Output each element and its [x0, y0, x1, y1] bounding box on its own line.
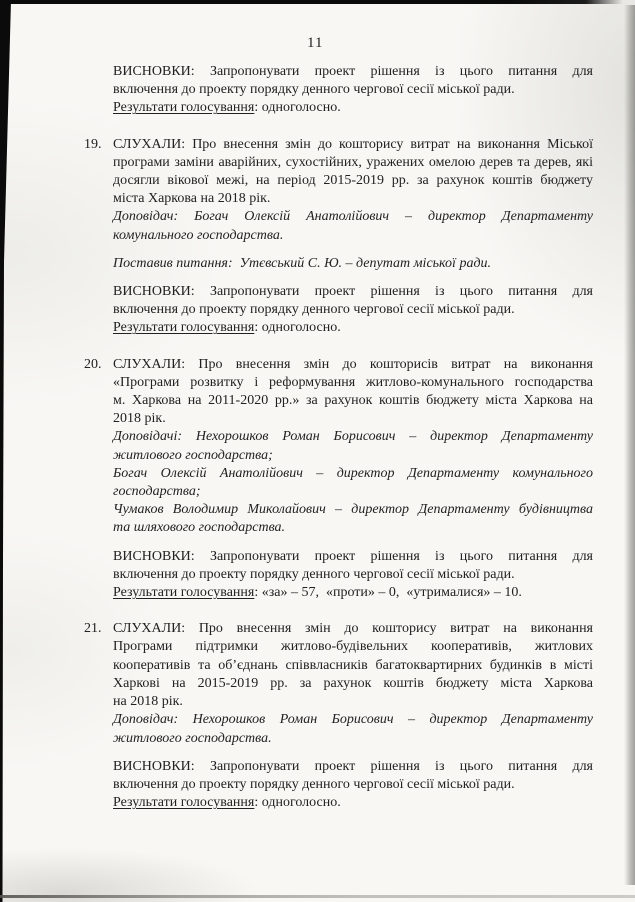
- voting-result-label: Результати голосування: [113, 100, 255, 116]
- text-line: на 2018 рік.: [113, 694, 183, 710]
- voting-result-value: : одноголосно.: [254, 795, 341, 811]
- text-line: «Програми розвитку і реформування житлово-комунального господарства: [113, 374, 593, 390]
- voting-result-line: [113, 319, 593, 337]
- text-line: включення до проекту порядку денного чергової сесії міської ради.: [113, 302, 515, 318]
- conclusion-paragraph: [113, 548, 593, 584]
- text-line: господарства;: [113, 484, 201, 500]
- text-line: ВИСНОВКИ: Запропонувати проект рішення із цього питання для: [113, 758, 593, 774]
- text-line: та шляхового господарства.: [113, 520, 286, 536]
- text-line: досягли вікової межі, на період 2015-2019 рр. за рахунок коштів бюджету: [113, 173, 593, 189]
- conclusion-block-intro: [113, 63, 593, 118]
- text-line: програми заміни аварійних, сухостійних, уражених омелою дерев та дерев, які: [113, 154, 593, 170]
- text-line: Чумаков Володимир Миколайович – директор Департаменту будівництва: [113, 502, 593, 518]
- document-body: [84, 63, 593, 812]
- speaker-paragraph: [113, 428, 593, 464]
- text-line: СЛУХАЛИ: Про внесення змін до кошторисів витрат на виконання: [113, 356, 593, 372]
- voting-result-label: Результати голосування: [113, 320, 255, 336]
- agenda-item-20: [84, 356, 593, 603]
- text-line: СЛУХАЛИ: Про внесення змін до кошторису витрат на виконання: [113, 621, 593, 637]
- text-line: включення до проекту порядку денного чергової сесії міської ради.: [113, 776, 515, 792]
- text-line: житлового господарства.: [113, 730, 272, 746]
- text-line: житлового господарства;: [113, 447, 273, 463]
- text-line: включення до проекту порядку денного чергової сесії міської ради.: [113, 566, 515, 582]
- item-number: 21.: [84, 621, 102, 637]
- scan-artifact-top-edge: [0, 0, 623, 4]
- voting-result-value: : «за» – 57, «проти» – 0, «утрималися» – 10.: [254, 585, 522, 601]
- conclusion-paragraph: [113, 283, 593, 319]
- text-line: комунального господарства.: [113, 227, 284, 243]
- agenda-item-21: [84, 620, 593, 812]
- question-paragraph: [113, 255, 593, 273]
- voting-result-value: : одноголосно.: [254, 320, 341, 336]
- text-line: ВИСНОВКИ: Запропонувати проект рішення із цього питання для: [113, 548, 593, 564]
- text-line: Богач Олексій Анатолійович – директор Департаменту комунального: [113, 465, 593, 481]
- text-line: Доповідачі: Нехорошков Роман Борисович – директор Департаменту: [113, 429, 593, 445]
- scan-artifact-left-edge: [0, 0, 12, 902]
- conclusion-paragraph: [113, 758, 593, 794]
- text-line: включення до проекту порядку денного чергової сесії міської ради.: [113, 82, 515, 98]
- speaker-paragraph: [113, 208, 593, 244]
- item-number: 19.: [84, 136, 102, 152]
- text-line: СЛУХАЛИ: Про внесення змін до кошторису витрат на виконання Міської: [113, 136, 593, 152]
- text-line: Поставив питання: Утєвський С. Ю. – депутат міської ради.: [113, 255, 492, 271]
- heard-paragraph: [113, 356, 593, 429]
- voting-result-line: [113, 794, 593, 812]
- text-line: ВИСНОВКИ: Запропонувати проект рішення із цього питання для: [113, 64, 593, 79]
- voting-result-label: Результати голосування: [113, 585, 255, 601]
- text-line: міста Харкова на 2018 рік.: [113, 191, 271, 207]
- heard-paragraph: [113, 136, 593, 209]
- text-line: Доповідач: Нехорошков Роман Борисович – директор Департаменту: [113, 712, 593, 728]
- text-line: Програми підтримки житлово-будівельних кооперативів, житлових: [113, 639, 593, 655]
- speaker-paragraph: [113, 501, 593, 537]
- text-line: Доповідач: Богач Олексій Анатолійович – директор Департаменту: [113, 209, 593, 225]
- speaker-paragraph: [113, 711, 593, 747]
- scan-artifact-right-edge: [624, 5, 635, 885]
- voting-result-label: Результати голосування: [113, 795, 255, 811]
- voting-result-line: [113, 99, 593, 117]
- voting-result-line: [113, 584, 593, 602]
- text-line: кооперативів та об’єднань співвласників багатоквартирних будинків в місті: [113, 657, 593, 673]
- item-number: 20.: [84, 356, 102, 372]
- scan-artifact-bottom-edge: [0, 895, 635, 898]
- conclusion-paragraph: [113, 63, 593, 99]
- text-line: ВИСНОВКИ: Запропонувати проект рішення із цього питання для: [113, 284, 593, 300]
- page-number: 11: [307, 35, 324, 51]
- speaker-paragraph: [113, 465, 593, 501]
- text-line: 2018 рік.: [113, 411, 166, 427]
- voting-result-value: : одноголосно.: [254, 100, 341, 116]
- agenda-item-19: [84, 136, 593, 338]
- text-line: Харкові на 2015-2019 рр. за рахунок коштів бюджету міста Харкова: [113, 675, 593, 691]
- text-line: м. Харкова на 2011-2020 рр.» за рахунок коштів бюджету міста Харкова на: [113, 393, 593, 409]
- heard-paragraph: [113, 620, 593, 711]
